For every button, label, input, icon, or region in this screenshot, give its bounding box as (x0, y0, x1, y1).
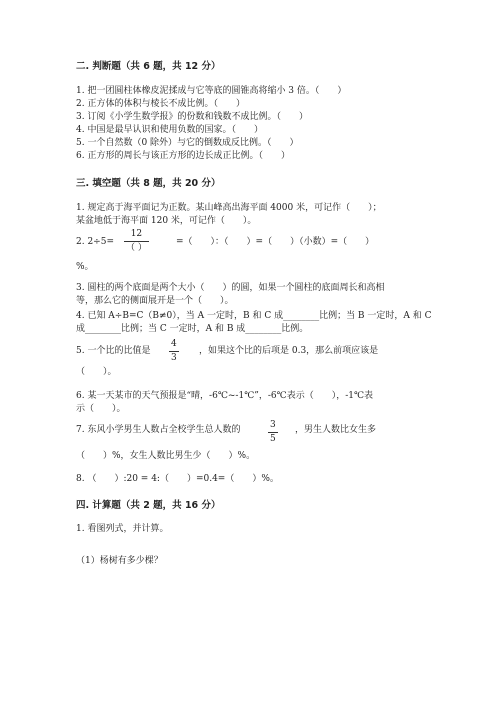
fraction-bar (169, 351, 179, 352)
judgement-item-6: 6. 正方形的周长与该正方形的边长成正比例。（ ） (76, 151, 290, 161)
section-heading-calculation: 四. 计算题（共 2 题，共 16 分） (76, 500, 221, 511)
judgement-item-4: 4. 中国是最早认识和使用负数的国家。（ ） (76, 125, 263, 135)
fill-q3-line1: 3. 圆柱的两个底面是两个大小（ ）的圆，如果一个圆柱的底面周长和高相 (76, 283, 385, 293)
section-heading-judgement: 二. 判断题（共 6 题，共 12 分） (76, 61, 221, 72)
fill-q2-line2: %。 (76, 262, 94, 272)
fill-q5-prefix: 5. 一个比的比值是 (76, 346, 151, 356)
fraction-numerator: 4 (171, 339, 177, 349)
fill-q1-line2: 某盆地低于海平面 120 米，可记作（ ）。 (76, 216, 257, 226)
section-heading-fill-in: 三. 填空题（共 8 题，共 20 分） (76, 178, 221, 189)
fill-q5-line2: （ ）。 (76, 367, 117, 377)
fraction-bar (124, 241, 149, 242)
fill-q7-line2: （ ）%，女生人数比男生少（ ）%。 (76, 451, 256, 461)
judgement-item-1: 1. 把一团圆柱体橡皮泥揉成与它等底的圆锥高将缩小 3 倍。（ ） (76, 86, 347, 96)
fill-q7-suffix: ，男生人数比女生多 (295, 425, 377, 435)
fraction-numerator: 3 (270, 420, 276, 430)
fill-q2-prefix: 2. 2÷5= (76, 237, 114, 247)
fraction-numerator: 12 (130, 229, 143, 239)
judgement-item-5: 5. 一个自然数（0 除外）与它的倒数成反比例。（ ） (76, 138, 299, 148)
fill-q6-line1: 6. 某一天某市的天气预报是“晴，-6℃~-1℃”，-6℃表示（ ），-1℃表 (76, 391, 374, 401)
fill-q7-fraction (268, 420, 278, 445)
fill-q4-line2: 成________比例；当 C 一定时，A 和 B 成________比例。 (76, 324, 309, 334)
fill-q2-fraction (124, 229, 149, 254)
fill-q7-prefix: 7. 东风小学男生人数占全校学生总人数的 (76, 425, 241, 435)
calc-q1-sub1: （1）杨树有多少棵？ (76, 556, 163, 566)
judgement-item-3: 3. 订阅《小学生数学报》的份数和钱数不成比例。（ ） (76, 112, 308, 122)
fill-q2-suffix: =（ ）：（ ）=（ ）（小数）=（ ） (176, 237, 375, 247)
fill-q8: 8. （ ）:20 = 4:（ ）=0.4=（ ）%。 (76, 474, 279, 484)
fill-q1-line1: 1. 规定高于海平面记为正数。某山峰高出海平面 4000 米，可记作（ ）； (76, 203, 382, 213)
fill-q4-line1: 4. 已知 A÷B=C（B≠0），当 A 一定时，B 和 C 成________比例；当 B 一定时，A 和 C (76, 311, 432, 321)
fill-q3-line2: 等，那么它的侧面展开是一个（ ）。 (76, 296, 234, 306)
calc-q1: 1. 看图列式，并计算。 (76, 524, 169, 534)
judgement-item-2: 2. 正方体的体积与棱长不成比例。（ ） (76, 99, 245, 109)
fill-q6-line2: 示（ ）。 (76, 404, 126, 414)
fraction-denominator: 5 (270, 434, 276, 444)
fill-q5-fraction (169, 339, 179, 364)
fraction-denominator: 3 (171, 353, 177, 363)
fill-q5-suffix: ，如果这个比的后项是 0.3，那么前项应该是 (199, 346, 379, 356)
fraction-bar (268, 432, 278, 433)
fraction-denominator: （ ） (126, 243, 147, 253)
